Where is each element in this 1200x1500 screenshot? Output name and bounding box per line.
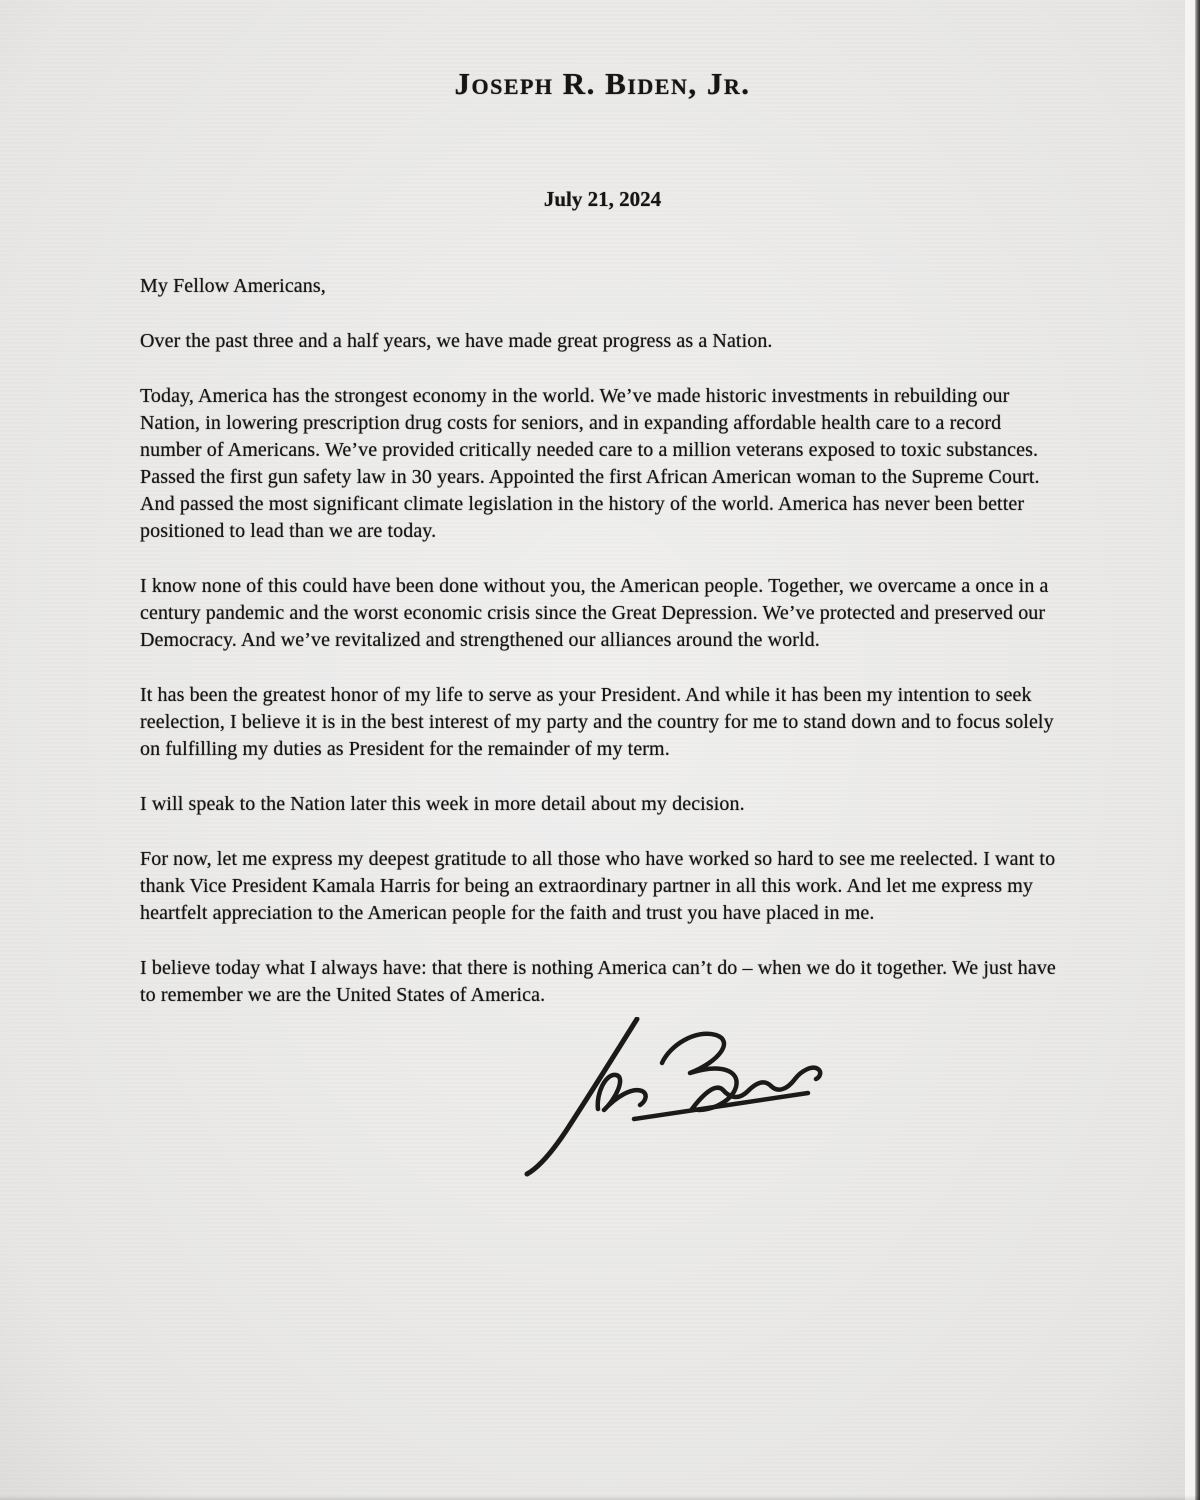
letter-date: July 21, 2024	[543, 187, 662, 211]
paragraph-american-people: I know none of this could have been done without you, the American people. Together, we overcame a once in a century pandemic and the worst economic crisis since the Great Depression. We’ve protected and preserved our Democracy. And we’ve revitalized and strengthened our alliances around the world.	[140, 575, 1049, 651]
letterhead-name: Joseph R. Biden, Jr.	[454, 66, 751, 101]
paragraph-stand-down: It has been the greatest honor of my life to serve as your President. And while it has been my intention to seek reelection, I believe it is in the best interest of my party and the country for me to stand down and to focus solely on fulfilling my duties as President for the remainder of my term.	[140, 684, 1054, 760]
paragraph-united-states: I believe today what I always have: that there is nothing America can’t do – when we do it together. We just have to remember we are the United States of America.	[140, 957, 1056, 1006]
signature-underline-stroke	[634, 1093, 808, 1119]
joe-biden-signature-image	[500, 1017, 840, 1192]
paragraph-gratitude-kamala-harris: For now, let me express my deepest gratitude to all those who have worked so hard to see me reelected. I want to thank Vice President Kamala Harris for being an extraordinary partner in all this work. And let me express my heartfelt appreciation to the American people for the faith and trust you have placed in me.	[140, 848, 1056, 924]
signature-initial-stroke	[598, 1075, 646, 1110]
paragraph-progress: Over the past three and a half years, we have made great progress as a Nation.	[140, 330, 773, 352]
signature-surname-stroke	[662, 1034, 820, 1110]
paragraph-economy-achievements: Today, America has the strongest economy in the world. We’ve made historic investments in rebuilding our Nation, in lowering prescription drug costs for seniors, and in expanding affordable health care to a record number of Americans. We’ve provided critically needed care to a million veterans exposed to toxic substances. Passed the first gun safety law in 30 years. Appointed the first African American woman to the Supreme Court. And passed the most significant climate legislation in the history of the world. America has never been better positioned to lead than we are today.	[140, 385, 1040, 542]
letter-body	[140, 273, 1065, 1192]
salutation: My Fellow Americans,	[140, 275, 326, 297]
paragraph-speak-to-nation: I will speak to the Nation later this week in more detail about my decision.	[140, 793, 745, 815]
